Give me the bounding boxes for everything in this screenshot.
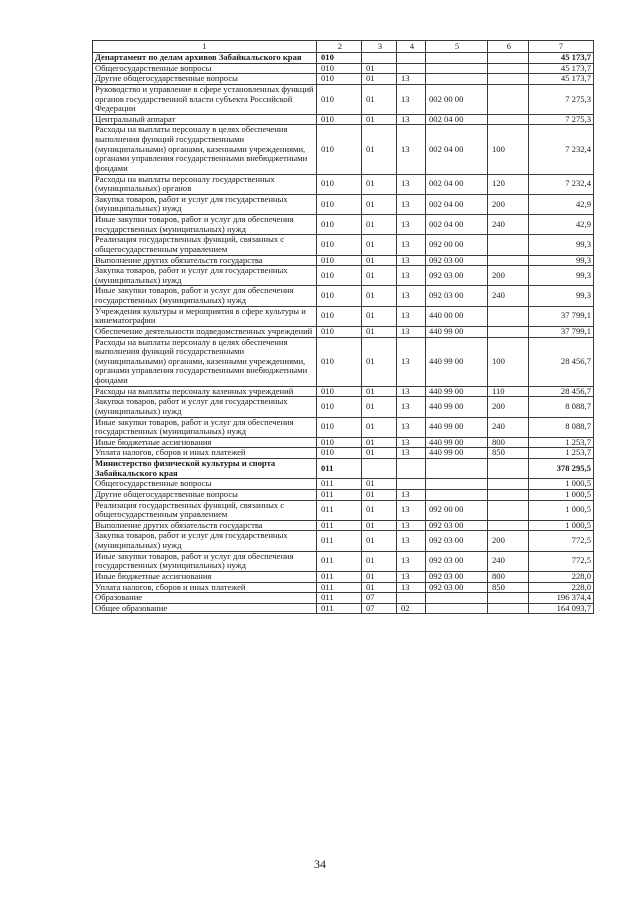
row-rz: 01 — [362, 125, 397, 174]
row-name: Закупка товаров, работ и услуг для государственных (муниципальных) нужд — [93, 194, 317, 214]
row-ved: 010 — [317, 386, 362, 397]
row-sum: 1 253,7 — [529, 437, 594, 448]
row-csr: 002 04 00 — [426, 194, 488, 214]
column-number-row — [93, 41, 594, 53]
row-rz: 01 — [362, 255, 397, 266]
row-rz: 01 — [362, 417, 397, 437]
row-rz: 01 — [362, 337, 397, 386]
table-row — [93, 386, 594, 397]
row-name: Министерство физической культуры и спорта Забайкальского края — [93, 459, 317, 479]
row-pr: 13 — [397, 571, 426, 582]
row-ved: 011 — [317, 593, 362, 604]
row-name: Иные бюджетные ассигнования — [93, 437, 317, 448]
table-row — [93, 84, 594, 114]
row-vr — [488, 326, 529, 337]
row-name: Иные закупки товаров, работ и услуг для обеспечения государственных (муниципальных) нужд — [93, 417, 317, 437]
row-csr: 440 99 00 — [426, 417, 488, 437]
row-pr: 13 — [397, 235, 426, 255]
budget-table — [92, 40, 594, 614]
row-pr — [397, 459, 426, 479]
row-sum: 28 456,7 — [529, 337, 594, 386]
column-header-pr: 4 — [397, 41, 426, 53]
row-csr — [426, 603, 488, 614]
row-rz: 01 — [362, 520, 397, 531]
row-vr — [488, 479, 529, 490]
row-ved: 010 — [317, 448, 362, 459]
row-pr: 13 — [397, 520, 426, 531]
row-ved: 011 — [317, 531, 362, 551]
row-csr: 092 03 00 — [426, 531, 488, 551]
row-rz: 07 — [362, 593, 397, 604]
row-rz: 01 — [362, 551, 397, 571]
table-row — [93, 125, 594, 174]
table-row — [93, 235, 594, 255]
table-row — [93, 489, 594, 500]
row-csr: 002 04 00 — [426, 125, 488, 174]
table-row — [93, 53, 594, 64]
budget-table-sheet — [92, 40, 594, 614]
row-sum: 45 173,7 — [529, 74, 594, 85]
row-ved: 010 — [317, 84, 362, 114]
row-sum: 7 232,4 — [529, 174, 594, 194]
row-sum: 164 093,7 — [529, 603, 594, 614]
row-csr — [426, 593, 488, 604]
row-csr: 002 00 00 — [426, 84, 488, 114]
column-header-ved: 2 — [317, 41, 362, 53]
column-header-sum: 7 — [529, 41, 594, 53]
row-name: Закупка товаров, работ и услуг для государственных (муниципальных) нужд — [93, 397, 317, 417]
row-csr — [426, 53, 488, 64]
table-row — [93, 286, 594, 306]
table-row — [93, 266, 594, 286]
row-pr: 13 — [397, 194, 426, 214]
row-pr: 13 — [397, 255, 426, 266]
row-vr — [488, 459, 529, 479]
row-pr: 13 — [397, 448, 426, 459]
row-ved: 011 — [317, 520, 362, 531]
row-vr: 100 — [488, 337, 529, 386]
table-row — [93, 417, 594, 437]
row-rz: 01 — [362, 306, 397, 326]
row-csr: 092 03 00 — [426, 551, 488, 571]
row-name: Реализация государственных функций, связанных с общегосударственным управлением — [93, 235, 317, 255]
row-ved: 010 — [317, 306, 362, 326]
row-pr: 13 — [397, 215, 426, 235]
row-rz: 01 — [362, 386, 397, 397]
row-sum: 228,0 — [529, 582, 594, 593]
row-vr — [488, 53, 529, 64]
row-vr — [488, 489, 529, 500]
row-csr: 002 04 00 — [426, 114, 488, 125]
row-vr: 200 — [488, 266, 529, 286]
row-vr — [488, 500, 529, 520]
row-rz: 01 — [362, 500, 397, 520]
row-vr: 240 — [488, 286, 529, 306]
row-ved: 010 — [317, 114, 362, 125]
row-rz: 01 — [362, 194, 397, 214]
row-pr: 13 — [397, 397, 426, 417]
row-sum: 772,5 — [529, 531, 594, 551]
table-row — [93, 255, 594, 266]
row-csr: 092 00 00 — [426, 500, 488, 520]
row-pr: 13 — [397, 74, 426, 85]
row-sum: 196 374,4 — [529, 593, 594, 604]
row-rz — [362, 53, 397, 64]
row-ved: 010 — [317, 266, 362, 286]
row-vr — [488, 84, 529, 114]
row-sum: 1 000,5 — [529, 520, 594, 531]
row-pr: 02 — [397, 603, 426, 614]
column-header-name: 1 — [93, 41, 317, 53]
row-ved: 011 — [317, 500, 362, 520]
row-sum: 37 799,1 — [529, 326, 594, 337]
row-rz: 01 — [362, 571, 397, 582]
row-ved: 011 — [317, 489, 362, 500]
row-sum: 99,3 — [529, 266, 594, 286]
row-vr: 200 — [488, 397, 529, 417]
row-pr — [397, 479, 426, 490]
table-row — [93, 520, 594, 531]
table-row — [93, 500, 594, 520]
table-row — [93, 63, 594, 74]
row-sum: 8 088,7 — [529, 417, 594, 437]
row-vr: 200 — [488, 194, 529, 214]
table-row — [93, 194, 594, 214]
table-row — [93, 593, 594, 604]
row-sum: 1 000,5 — [529, 479, 594, 490]
row-sum: 7 232,4 — [529, 125, 594, 174]
row-name: Общегосударственные вопросы — [93, 63, 317, 74]
row-ved: 011 — [317, 571, 362, 582]
row-sum: 99,3 — [529, 235, 594, 255]
row-ved: 011 — [317, 551, 362, 571]
row-ved: 010 — [317, 235, 362, 255]
row-ved: 010 — [317, 337, 362, 386]
row-sum: 42,9 — [529, 215, 594, 235]
row-vr — [488, 235, 529, 255]
row-csr: 440 99 00 — [426, 337, 488, 386]
row-rz: 01 — [362, 448, 397, 459]
row-ved: 010 — [317, 174, 362, 194]
budget-table-body — [93, 41, 594, 614]
row-rz: 01 — [362, 286, 397, 306]
row-rz — [362, 459, 397, 479]
row-sum: 772,5 — [529, 551, 594, 571]
row-vr — [488, 74, 529, 85]
row-name: Центральный аппарат — [93, 114, 317, 125]
row-sum: 45 173,7 — [529, 53, 594, 64]
row-csr — [426, 74, 488, 85]
row-rz: 01 — [362, 582, 397, 593]
row-name: Образование — [93, 593, 317, 604]
row-sum: 42,9 — [529, 194, 594, 214]
row-name: Департамент по делам архивов Забайкальского края — [93, 53, 317, 64]
table-row — [93, 114, 594, 125]
row-vr: 800 — [488, 571, 529, 582]
table-row — [93, 571, 594, 582]
row-ved: 010 — [317, 74, 362, 85]
row-name: Общегосударственные вопросы — [93, 479, 317, 490]
row-name: Обеспечение деятельности подведомственных учреждений — [93, 326, 317, 337]
row-rz: 07 — [362, 603, 397, 614]
row-name: Расходы на выплаты персоналу казенных учреждений — [93, 386, 317, 397]
row-sum: 1 253,7 — [529, 448, 594, 459]
row-rz: 01 — [362, 215, 397, 235]
row-csr — [426, 489, 488, 500]
row-csr: 440 99 00 — [426, 448, 488, 459]
table-row — [93, 448, 594, 459]
row-name: Выполнение других обязательств государства — [93, 520, 317, 531]
row-csr: 092 03 00 — [426, 520, 488, 531]
row-sum: 7 275,3 — [529, 114, 594, 125]
row-rz: 01 — [362, 397, 397, 417]
row-ved: 010 — [317, 326, 362, 337]
row-vr — [488, 114, 529, 125]
row-rz: 01 — [362, 326, 397, 337]
row-ved: 010 — [317, 255, 362, 266]
row-pr: 13 — [397, 551, 426, 571]
table-row — [93, 215, 594, 235]
row-sum: 45 173,7 — [529, 63, 594, 74]
row-pr: 13 — [397, 306, 426, 326]
row-ved: 010 — [317, 437, 362, 448]
row-vr: 240 — [488, 215, 529, 235]
row-name: Общее образование — [93, 603, 317, 614]
row-pr: 13 — [397, 489, 426, 500]
row-pr: 13 — [397, 417, 426, 437]
table-row — [93, 437, 594, 448]
row-name: Расходы на выплаты персоналу государственных (муниципальных) органов — [93, 174, 317, 194]
table-row — [93, 306, 594, 326]
row-pr: 13 — [397, 437, 426, 448]
row-pr: 13 — [397, 125, 426, 174]
row-name: Реализация государственных функций, связанных с общегосударственным управлением — [93, 500, 317, 520]
row-name: Руководство и управление в сфере установленных функций органов государственной власти субъекта Российской Федерации — [93, 84, 317, 114]
table-row — [93, 326, 594, 337]
row-pr — [397, 593, 426, 604]
row-rz: 01 — [362, 114, 397, 125]
row-pr — [397, 63, 426, 74]
table-row — [93, 174, 594, 194]
row-name: Иные закупки товаров, работ и услуг для обеспечения государственных (муниципальных) нужд — [93, 551, 317, 571]
row-vr: 120 — [488, 174, 529, 194]
row-vr: 200 — [488, 531, 529, 551]
row-csr: 092 00 00 — [426, 235, 488, 255]
row-name: Расходы на выплаты персоналу в целях обеспечения выполнения функций государственными (муниципальными) органами, казенными учреждениями, органами управления государственными внебюджетными фондами — [93, 125, 317, 174]
row-pr: 13 — [397, 386, 426, 397]
row-pr: 13 — [397, 266, 426, 286]
row-sum: 228,0 — [529, 571, 594, 582]
row-sum: 1 000,5 — [529, 500, 594, 520]
table-row — [93, 582, 594, 593]
column-header-csr: 5 — [426, 41, 488, 53]
row-name: Иные закупки товаров, работ и услуг для обеспечения государственных (муниципальных) нужд — [93, 215, 317, 235]
row-name: Уплата налогов, сборов и иных платежей — [93, 448, 317, 459]
row-csr: 440 99 00 — [426, 397, 488, 417]
row-rz: 01 — [362, 437, 397, 448]
row-vr — [488, 603, 529, 614]
table-row — [93, 531, 594, 551]
row-sum: 99,3 — [529, 255, 594, 266]
row-pr: 13 — [397, 500, 426, 520]
row-csr: 002 04 00 — [426, 215, 488, 235]
row-sum: 37 799,1 — [529, 306, 594, 326]
row-sum: 378 295,5 — [529, 459, 594, 479]
row-vr — [488, 306, 529, 326]
row-name: Иные закупки товаров, работ и услуг для обеспечения государственных (муниципальных) нужд — [93, 286, 317, 306]
row-rz: 01 — [362, 266, 397, 286]
row-ved: 011 — [317, 479, 362, 490]
column-header-rz: 3 — [362, 41, 397, 53]
row-sum: 28 456,7 — [529, 386, 594, 397]
row-name: Уплата налогов, сборов и иных платежей — [93, 582, 317, 593]
row-ved: 010 — [317, 417, 362, 437]
row-pr: 13 — [397, 286, 426, 306]
row-name: Учреждения культуры и мероприятия в сфере культуры и кинематографии — [93, 306, 317, 326]
row-ved: 010 — [317, 397, 362, 417]
row-rz: 01 — [362, 489, 397, 500]
row-name: Другие общегосударственные вопросы — [93, 74, 317, 85]
row-ved: 010 — [317, 53, 362, 64]
table-row — [93, 551, 594, 571]
row-csr: 092 03 00 — [426, 255, 488, 266]
row-vr — [488, 593, 529, 604]
row-vr: 800 — [488, 437, 529, 448]
row-vr — [488, 520, 529, 531]
row-vr — [488, 255, 529, 266]
row-ved: 011 — [317, 603, 362, 614]
table-row — [93, 459, 594, 479]
row-sum: 1 000,5 — [529, 489, 594, 500]
row-name: Иные бюджетные ассигнования — [93, 571, 317, 582]
table-row — [93, 479, 594, 490]
row-csr: 002 04 00 — [426, 174, 488, 194]
row-ved: 010 — [317, 125, 362, 174]
row-csr: 092 03 00 — [426, 266, 488, 286]
row-vr: 850 — [488, 582, 529, 593]
row-csr: 092 03 00 — [426, 571, 488, 582]
row-ved: 010 — [317, 63, 362, 74]
row-ved: 010 — [317, 194, 362, 214]
column-header-vr: 6 — [488, 41, 529, 53]
row-csr — [426, 63, 488, 74]
row-sum: 99,3 — [529, 286, 594, 306]
row-name: Другие общегосударственные вопросы — [93, 489, 317, 500]
row-vr: 110 — [488, 386, 529, 397]
row-csr: 092 03 00 — [426, 582, 488, 593]
table-row — [93, 397, 594, 417]
row-pr: 13 — [397, 531, 426, 551]
row-rz: 01 — [362, 174, 397, 194]
row-vr: 850 — [488, 448, 529, 459]
row-csr: 440 99 00 — [426, 326, 488, 337]
row-csr: 440 00 00 — [426, 306, 488, 326]
table-row — [93, 603, 594, 614]
table-row — [93, 337, 594, 386]
page-number: 34 — [314, 857, 326, 871]
row-ved: 011 — [317, 582, 362, 593]
row-csr — [426, 459, 488, 479]
row-ved: 010 — [317, 286, 362, 306]
row-name: Выполнение других обязательств государства — [93, 255, 317, 266]
row-ved: 010 — [317, 215, 362, 235]
row-name: Расходы на выплаты персоналу в целях обеспечения выполнения функций государственными (муниципальными) органами, казенными учреждениями, органами управления государственными внебюджетными фондами — [93, 337, 317, 386]
row-vr: 240 — [488, 417, 529, 437]
row-rz: 01 — [362, 84, 397, 114]
row-rz: 01 — [362, 235, 397, 255]
row-rz: 01 — [362, 63, 397, 74]
row-pr: 13 — [397, 326, 426, 337]
row-sum: 8 088,7 — [529, 397, 594, 417]
row-csr — [426, 479, 488, 490]
row-pr: 13 — [397, 174, 426, 194]
row-pr: 13 — [397, 84, 426, 114]
row-pr: 13 — [397, 582, 426, 593]
row-pr: 13 — [397, 114, 426, 125]
row-pr — [397, 53, 426, 64]
row-ved: 011 — [317, 459, 362, 479]
row-csr: 440 99 00 — [426, 437, 488, 448]
row-rz: 01 — [362, 479, 397, 490]
row-pr: 13 — [397, 337, 426, 386]
table-row — [93, 74, 594, 85]
row-csr: 440 99 00 — [426, 386, 488, 397]
row-vr: 100 — [488, 125, 529, 174]
row-vr — [488, 63, 529, 74]
row-csr: 092 03 00 — [426, 286, 488, 306]
row-name: Закупка товаров, работ и услуг для государственных (муниципальных) нужд — [93, 266, 317, 286]
row-name: Закупка товаров, работ и услуг для государственных (муниципальных) нужд — [93, 531, 317, 551]
row-sum: 7 275,3 — [529, 84, 594, 114]
row-rz: 01 — [362, 74, 397, 85]
row-vr: 240 — [488, 551, 529, 571]
row-rz: 01 — [362, 531, 397, 551]
